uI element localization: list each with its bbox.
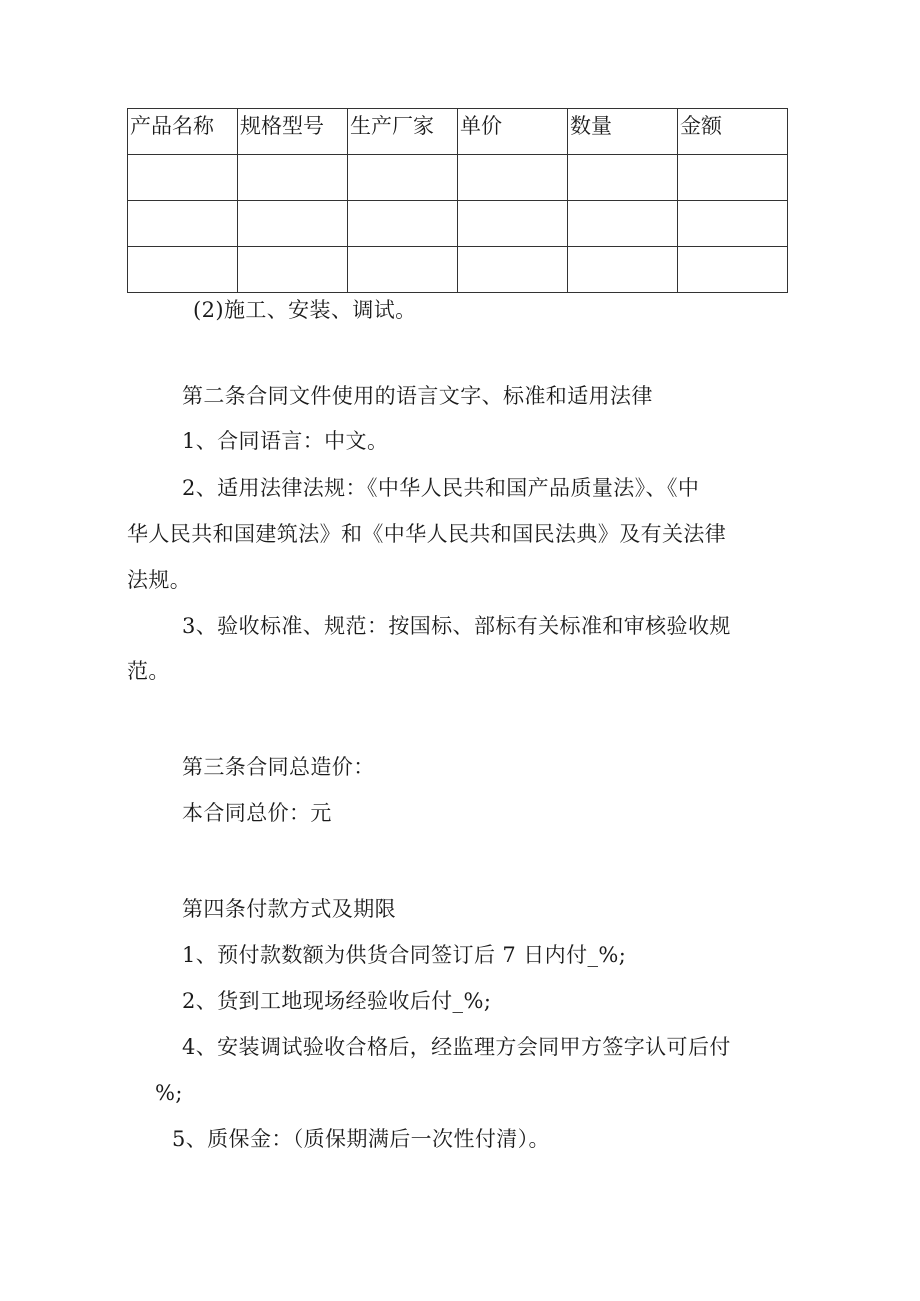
article2-p2-line1: 2、适用法律法规：《中华人民共和国产品质量法》、《中: [182, 476, 700, 500]
article3-p1: 本合同总价：元: [182, 801, 332, 825]
table-header-row: [128, 109, 788, 155]
article4-p5: 5、质保金：（质保期满后一次性付清）。: [172, 1127, 550, 1151]
table-cell: [458, 201, 568, 247]
article2-p2-line3: 法规。: [127, 568, 192, 592]
header-unit-price: 单价: [458, 109, 568, 155]
table-cell: [348, 201, 458, 247]
table-cell: [238, 201, 348, 247]
article4-p2: 2、货到工地现场经验收后付_%;: [182, 989, 492, 1013]
article2-heading: 第二条合同文件使用的语言文字、标准和适用法律: [182, 384, 653, 408]
table-row: [128, 201, 788, 247]
table-row: [128, 247, 788, 293]
article2-p3-line1: 3、验收标准、规范：按国标、部标有关标准和审核验收规: [182, 614, 731, 638]
header-manufacturer: 生产厂家: [348, 109, 458, 155]
product-table: [127, 108, 788, 293]
table-cell: [568, 247, 678, 293]
article4-heading: 第四条付款方式及期限: [182, 897, 396, 921]
table-cell: [568, 201, 678, 247]
table-cell: [458, 155, 568, 201]
article2-p1: 1、合同语言：中文。: [182, 429, 389, 453]
table-cell: [238, 155, 348, 201]
article3-heading: 第三条合同总造价：: [182, 755, 375, 779]
article2-p3-line2: 范。: [127, 659, 170, 683]
table-cell: [678, 247, 788, 293]
table-cell: [678, 201, 788, 247]
table-cell: [678, 155, 788, 201]
article4-p4-line1: 4、安装调试验收合格后，经监理方会同甲方签字认可后付: [182, 1035, 731, 1059]
table-cell: [238, 247, 348, 293]
header-product-name: 产品名称: [128, 109, 238, 155]
table-cell: [568, 155, 678, 201]
article2-p2-line2: 华人民共和国建筑法》和《中华人民共和国民法典》及有关法律: [127, 522, 727, 546]
header-amount: 金额: [678, 109, 788, 155]
item-install: (2)施工、安装、调试。: [193, 298, 417, 322]
table-row: [128, 155, 788, 201]
table-cell: [348, 247, 458, 293]
table-cell: [128, 201, 238, 247]
header-spec-model: 规格型号: [238, 109, 348, 155]
article4-p4-line2: %;: [155, 1081, 183, 1105]
table-cell: [128, 247, 238, 293]
article4-p1: 1、预付款数额为供货合同签订后 7 日内付_%;: [182, 943, 627, 967]
table-cell: [128, 155, 238, 201]
table-cell: [348, 155, 458, 201]
header-quantity: 数量: [568, 109, 678, 155]
table-cell: [458, 247, 568, 293]
